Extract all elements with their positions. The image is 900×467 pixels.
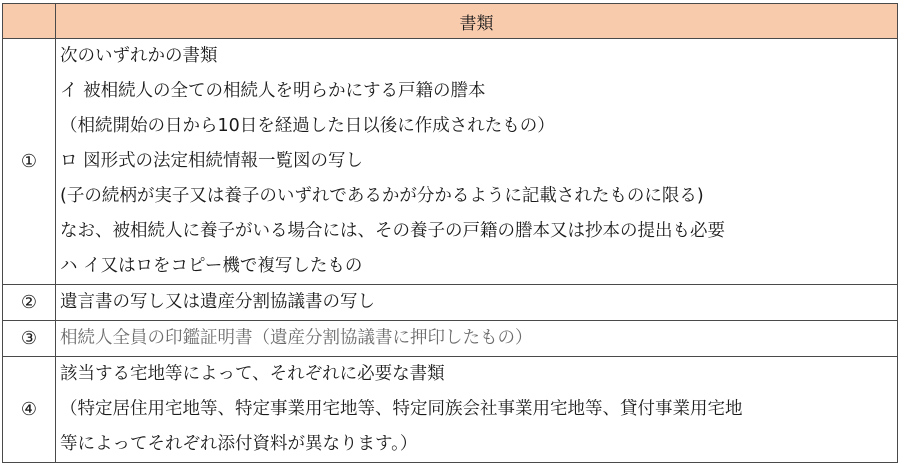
content-line: (子の続柄が実子又は養子のいずれであるかが分かるように記載されたものに限る) [60,186,704,206]
content-line: 遺言書の写し又は遺産分割協議書の写し [60,292,375,312]
documents-table [2,3,898,463]
row-number: ④ [3,357,56,463]
content-line: ハ イ又はロをコピー機で複写したもの [60,256,363,276]
content-line: （相続開始の日から10日を経過した日以後に作成されたもの） [60,116,555,136]
row-content [56,39,898,285]
table-row [3,321,898,357]
content-line: イ 被相続人の全ての相続人を明らかにする戸籍の謄本 [60,81,486,101]
table-row [3,285,898,321]
content-line: ロ 図形式の法定相続情報一覧図の写し [60,151,364,171]
table-row [3,39,898,285]
row-number: ③ [3,321,56,357]
content-line: 該当する宅地等によって、それぞれに必要な書類 [60,364,445,384]
row-number: ① [3,39,56,285]
table-row [3,357,898,463]
content-line: 等によってそれぞれ添付資料が異なります。） [60,434,418,454]
table-header-row [3,4,898,39]
row-number: ② [3,285,56,321]
row-content [56,285,898,321]
row-content [56,321,898,357]
content-line: なお、被相続人に養子がいる場合には、その養子の戸籍の謄本又は抄本の提出も必要 [60,221,725,241]
content-line: 次のいずれかの書類 [60,46,218,66]
header-title: 書類 [56,4,898,39]
content-line: （特定居住用宅地等、特定事業用宅地等、特定同族会社事業用宅地等、貸付事業用宅地 [60,399,743,419]
row-content [56,357,898,463]
content-line: 相続人全員の印鑑証明書（遺産分割協議書に押印したもの） [60,328,533,348]
header-corner-cell [3,4,56,39]
